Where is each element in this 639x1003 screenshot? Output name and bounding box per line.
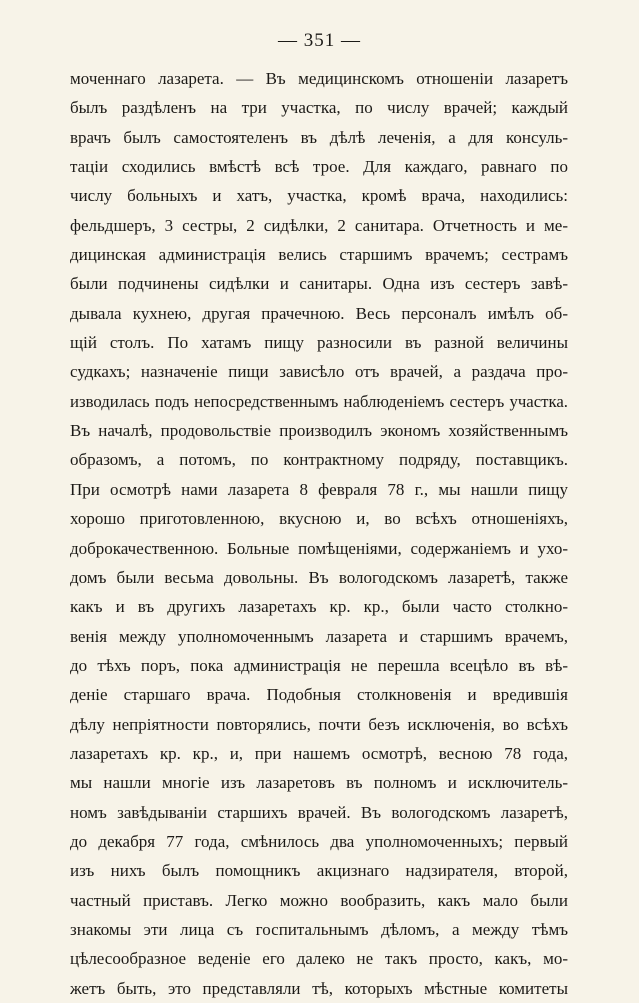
text-line: знакомы эти лица съ госпитальнымъ дѣломъ, а между тѣмъ	[70, 919, 568, 939]
text-line: щiй столъ. По хатамъ пищу разносили въ разной величины	[70, 333, 568, 353]
text-line: дицинская администрацiя велись старшимъ врачемъ; сестрамъ	[70, 245, 568, 265]
text-line: до тѣхъ поръ, пока администрацiя не перешла всецѣло въ вѣ-	[70, 655, 568, 675]
text-line: мы нашли многiе изъ лазаретовъ въ полномъ и исключитель-	[70, 773, 568, 793]
text-line: частный приставъ. Легко можно вообразить, какъ мало были	[70, 890, 568, 910]
text-line: денiе старшаго врача. Подобныя столкновенiя и вредившiя	[70, 685, 568, 705]
text-line: былъ раздѣленъ на три участка, по числу врачей; каждый	[70, 98, 568, 118]
text-line: При осмотрѣ нами лазарета 8 февраля 78 г., мы нашли пищу	[70, 479, 568, 499]
text-line: жетъ быть, это представляли тѣ, которыхъ мѣстные комитеты	[70, 978, 568, 998]
text-line: номъ завѣдыванiи старшихъ врачей. Въ вологодскомъ лазаретѣ,	[70, 802, 568, 822]
text-line: изъ нихъ былъ помощникъ акцизнаго надзирателя, второй,	[70, 861, 568, 881]
text-line: были подчинены сидѣлки и санитары. Одна изъ сестеръ завѣ-	[70, 274, 568, 294]
text-line: числу больныхъ и хатъ, участка, кромѣ врача, находились:	[70, 186, 568, 206]
text-line: какъ и въ другихъ лазаретахъ кр. кр., были часто столкно-	[70, 597, 568, 617]
text-line: Въ началѣ, продовольствiе производилъ экономъ хозяйственнымъ	[70, 421, 568, 441]
text-line: судкахъ; назначенiе пищи зависѣло отъ врачей, а раздача про-	[70, 362, 568, 382]
text-line: лазаретахъ кр. кр., и, при нашемъ осмотрѣ, весною 78 года,	[70, 743, 568, 763]
text-line: доброкачественною. Больные помѣщенiями, содержанiемъ и ухо-	[70, 538, 568, 558]
text-line: домъ были весьма довольны. Въ вологодскомъ лазаретѣ, также	[70, 567, 568, 587]
text-line: цѣлесообразное веденiе его далеко не такъ просто, какъ, мо-	[70, 949, 568, 969]
text-line: изводилась подъ непосредственнымъ наблюденiемъ сестеръ участка.	[70, 391, 568, 411]
text-line: хорошо приготовленною, вкусною и, во всѣхъ отношенiяхъ,	[70, 509, 568, 529]
text-line: дѣлу непрiятности повторялись, почти безъ исключенiя, во всѣхъ	[70, 714, 568, 734]
text-line: фельдшеръ, 3 сестры, 2 сидѣлки, 2 санитара. Отчетность и ме-	[70, 215, 568, 235]
text-line: до декабря 77 года, смѣнилось два уполномоченныхъ; первый	[70, 831, 568, 851]
text-line: образомъ, а потомъ, по контрактному подряду, поставщикъ.	[70, 450, 568, 470]
text-line: венiя между уполномоченнымъ лазарета и старшимъ врачемъ,	[70, 626, 568, 646]
text-line: дывала кухнею, другая прачечною. Весь персоналъ имѣлъ об-	[70, 303, 568, 323]
text-line: моченнаго лазарета. — Въ медицинскомъ отношенiи лазаретъ	[70, 69, 568, 88]
body-text	[70, 64, 568, 1003]
text-line: тацiи сходились вмѣстѣ всѣ трое. Для каждаго, равнаго по	[70, 157, 568, 177]
page-number: — 351 —	[278, 30, 361, 51]
text-line: врачъ былъ самостоятеленъ въ дѣлѣ леченiя, а для консуль-	[70, 127, 568, 147]
